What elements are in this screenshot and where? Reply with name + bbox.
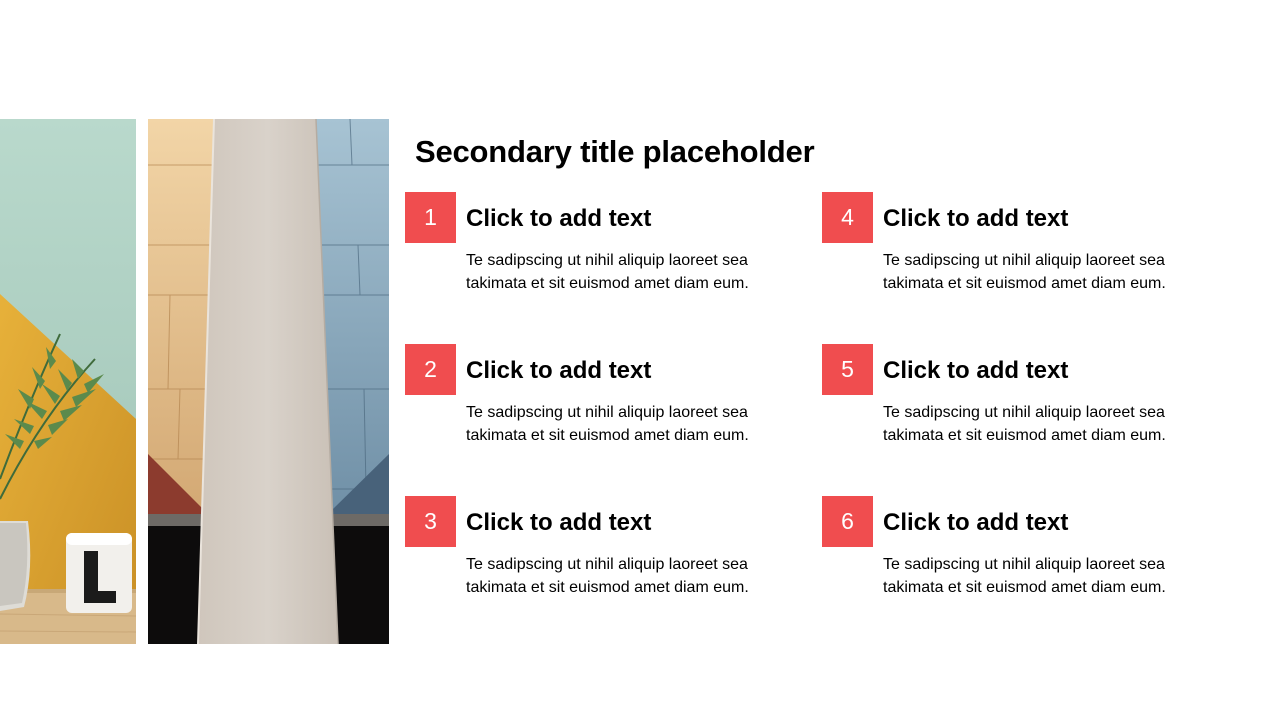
- number-badge: 5: [822, 344, 873, 395]
- number-badge: 2: [405, 344, 456, 395]
- item-heading-placeholder[interactable]: Click to add text: [466, 205, 652, 232]
- number-badge: 1: [405, 192, 456, 243]
- item-body-text[interactable]: Te sadipscing ut nihil aliquip laoreet sea takimata et sit euismod amet diam eum.: [883, 556, 1166, 596]
- item-body-text[interactable]: Te sadipscing ut nihil aliquip laoreet sea takimata et sit euismod amet diam eum.: [883, 252, 1166, 292]
- list-item-6: [822, 496, 1202, 606]
- number-badge: 3: [405, 496, 456, 547]
- item-heading-placeholder[interactable]: Click to add text: [466, 509, 652, 536]
- list-item-2: [405, 344, 785, 454]
- photo-architecture: [148, 119, 389, 644]
- item-heading-placeholder[interactable]: Click to add text: [466, 357, 652, 384]
- list-item-4: [822, 192, 1202, 302]
- item-heading-placeholder[interactable]: Click to add text: [883, 509, 1069, 536]
- number-badge: 4: [822, 192, 873, 243]
- item-heading-placeholder[interactable]: Click to add text: [883, 357, 1069, 384]
- photo-plant-illustration: [0, 119, 136, 644]
- number-badge: 6: [822, 496, 873, 547]
- photo-architecture-illustration: [148, 119, 389, 644]
- photo-plant: [0, 119, 136, 644]
- item-body-text[interactable]: Te sadipscing ut nihil aliquip laoreet sea takimata et sit euismod amet diam eum.: [883, 404, 1166, 444]
- list-item-5: [822, 344, 1202, 454]
- slide-title[interactable]: Secondary title placeholder: [415, 134, 815, 169]
- list-item-1: [405, 192, 785, 302]
- item-heading-placeholder[interactable]: Click to add text: [883, 205, 1069, 232]
- list-item-3: [405, 496, 785, 606]
- item-body-text[interactable]: Te sadipscing ut nihil aliquip laoreet sea takimata et sit euismod amet diam eum.: [466, 404, 749, 444]
- item-body-text[interactable]: Te sadipscing ut nihil aliquip laoreet sea takimata et sit euismod amet diam eum.: [466, 556, 749, 596]
- item-body-text[interactable]: Te sadipscing ut nihil aliquip laoreet sea takimata et sit euismod amet diam eum.: [466, 252, 749, 292]
